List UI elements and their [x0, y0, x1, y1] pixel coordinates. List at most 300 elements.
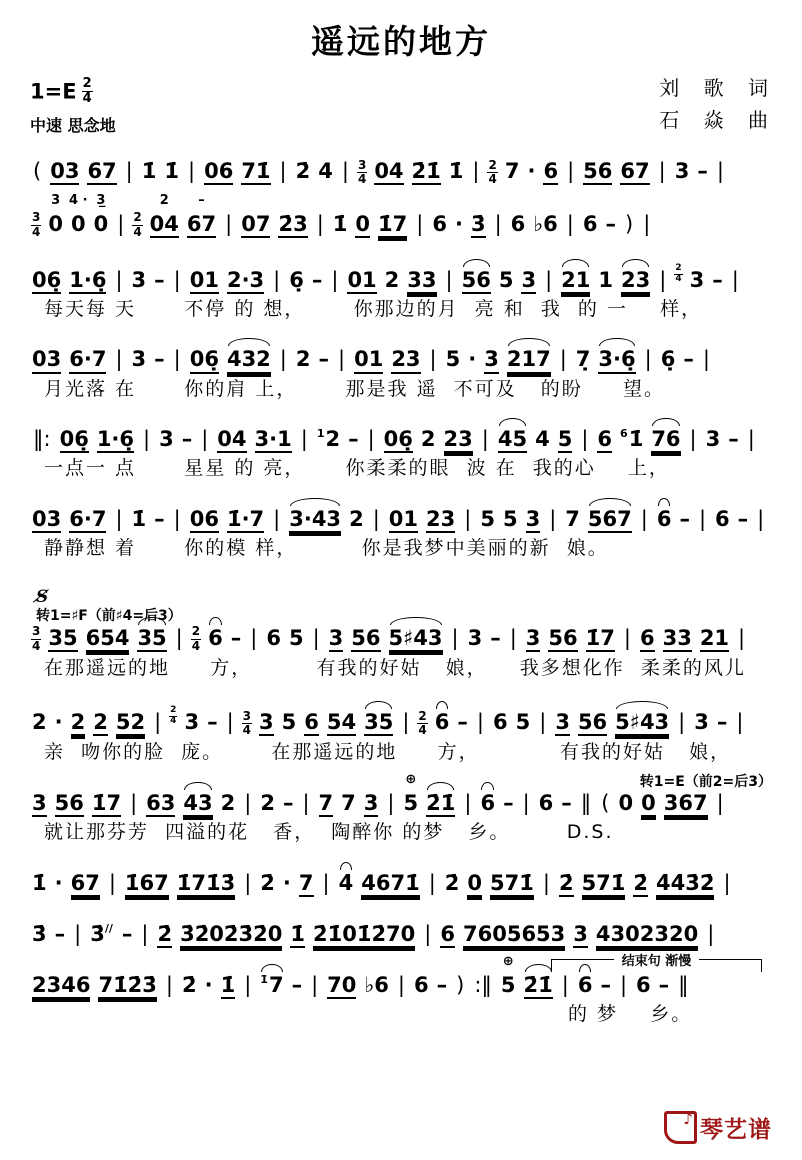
note-token: 4 — [535, 427, 550, 452]
meter-denominator: 4 — [191, 638, 201, 653]
note-token: 6 — [582, 211, 598, 236]
note-token: 6 — [538, 790, 554, 815]
note-token: · — [282, 870, 291, 895]
note-token: 1̇7 — [378, 212, 407, 238]
note-token: 5 ⊕ — [403, 771, 419, 815]
barline: | — [738, 625, 746, 650]
note-token: 1̇ — [32, 870, 47, 895]
note-token: 2̇ — [444, 870, 460, 895]
note-token: – — [716, 710, 728, 735]
note-token: 2 — [32, 710, 47, 735]
barline: | — [244, 972, 252, 997]
note-token: – — [561, 790, 572, 815]
note-token: 6 — [492, 710, 508, 735]
cue-note: 3 — [51, 192, 61, 208]
barline: | — [522, 790, 530, 815]
music-note-icon: ♪ — [683, 1110, 693, 1128]
music-system-2 — [28, 192, 776, 239]
note-token: 3 — [467, 625, 483, 650]
note-token: 2̇ — [559, 871, 574, 897]
note-token: – — [230, 625, 242, 650]
barline: | — [302, 790, 310, 815]
barline: | — [154, 710, 162, 735]
note-token: · — [54, 710, 63, 735]
note-token: 571̇ — [582, 871, 626, 897]
note-token: 6̣ — [660, 347, 676, 372]
note-token: – — [679, 506, 690, 531]
barline: | — [678, 710, 686, 735]
note-token: 0 3 — [48, 192, 63, 236]
barline: | — [300, 427, 308, 452]
note-token: 6 — [715, 506, 730, 531]
meter-denominator: 4 — [675, 273, 682, 284]
note-token: 1̇7 — [586, 626, 615, 652]
note-token: 06̣ — [60, 427, 89, 453]
barline: | — [644, 347, 652, 372]
note-token: – — [318, 347, 329, 372]
note-token: 1̇67 — [125, 871, 169, 897]
barline: | — [165, 972, 173, 997]
barline: | — [322, 870, 330, 895]
time-signature — [357, 159, 367, 186]
lyricist-credit: 刘 歌 词 — [659, 76, 768, 100]
note-token: 2 — [71, 710, 86, 736]
note-token: 06 — [204, 159, 233, 185]
note-token: 21 — [561, 268, 590, 294]
music-system-3 — [28, 248, 776, 323]
note-token: 0 — [641, 791, 656, 817]
note-token: 3·43 — [289, 507, 341, 533]
note-token: 6 — [510, 211, 526, 236]
meter-numerator: 3 — [32, 210, 41, 225]
note-token: – — [737, 506, 749, 531]
note-token: 35 — [364, 710, 393, 736]
note-token: 67 — [87, 159, 116, 185]
note-token: 5 — [498, 267, 514, 292]
note-token: 4671̇ — [361, 871, 419, 897]
note-token: 67 — [620, 159, 649, 185]
note-token: – — [600, 972, 611, 997]
barline: | — [640, 506, 648, 531]
barline: | — [464, 506, 472, 531]
meter-numerator: 2 — [191, 624, 201, 639]
tremolo-mark: // — [104, 921, 113, 935]
note-token: 3 — [555, 710, 570, 736]
note-token: 7̣ — [575, 347, 591, 372]
note-token: 7 — [319, 791, 334, 817]
note-token: – — [311, 267, 323, 292]
note-token: – — [728, 427, 739, 452]
note-token: 7 — [565, 506, 580, 531]
note-token: – — [436, 972, 448, 997]
meter-numerator: 2 — [418, 709, 427, 723]
note-token: 2 — [349, 506, 364, 531]
meter-numerator: 2 — [675, 262, 682, 273]
note-token: 2̇1̇ — [412, 159, 441, 185]
note-token: – — [291, 972, 303, 997]
note-token: 56 — [548, 626, 577, 652]
note-row — [28, 427, 776, 453]
note-token: 6 — [432, 211, 447, 236]
barline: | — [559, 347, 567, 372]
barline: | — [338, 347, 346, 372]
barline: | — [312, 625, 320, 650]
barline: | — [428, 870, 436, 895]
note-token: 2̇3 — [278, 212, 307, 238]
note-token: 67 — [71, 871, 100, 897]
note-token: $^6$1̇ — [620, 427, 644, 452]
note-token: 3 — [705, 427, 721, 452]
note-token: 54 — [327, 710, 356, 736]
meter-numerator: 3 — [242, 709, 251, 723]
note-token: 3 — [573, 922, 588, 948]
note-token: 4̇4̇3̇2̇ — [656, 871, 714, 897]
lyrics-line: 月光落 在 你的肩 上， 那是我 遥 不可及 的盼 望。 — [44, 377, 665, 400]
barline: | — [188, 159, 196, 184]
note-token: 3 — [526, 626, 541, 652]
note-token: 2346 — [32, 973, 90, 999]
note-token: 2̇ — [157, 922, 172, 948]
note-token: 4 — [318, 159, 333, 184]
meter-numerator: 3 — [32, 624, 41, 639]
meter-denominator: 4 — [488, 172, 497, 187]
barline: | — [397, 972, 405, 997]
grace-note: 1̇ — [260, 972, 268, 986]
note-token: 33 — [407, 268, 436, 294]
note-token: 3 — [674, 159, 690, 184]
note-token: 3·1 — [255, 427, 292, 453]
note-token: 1·6̣ — [69, 268, 106, 294]
time-signature — [82, 77, 93, 107]
note-token: 06̣ — [384, 427, 413, 453]
barline: :‖ — [474, 972, 492, 997]
music-system-1 — [28, 143, 776, 186]
key-change-annotation: 转1=E（前2=后3） — [639, 773, 772, 790]
credits — [659, 69, 768, 136]
note-token: 6 — [266, 625, 281, 650]
music-system-12 — [28, 953, 776, 1028]
meter-numerator: 2 — [170, 705, 177, 716]
music-system-10 — [28, 855, 776, 897]
time-signature — [31, 211, 41, 238]
note-token: 7 — [341, 790, 356, 815]
note-token: 6·7 — [69, 507, 106, 533]
note-token: 01 — [354, 347, 383, 373]
note-token: 1̇ — [221, 973, 236, 999]
note-row — [28, 264, 776, 294]
barline: ‖ — [678, 972, 689, 997]
note-token: 6 — [597, 427, 612, 453]
grace-note: 1 — [316, 427, 325, 441]
note-token: 2 — [220, 790, 236, 815]
key-label: 1=E — [30, 79, 77, 104]
note-token: 1·6̣ — [97, 427, 134, 453]
note-token: 5 — [445, 347, 461, 372]
meter-numerator: 2 — [488, 158, 497, 172]
meter-denominator: 4 — [32, 224, 41, 239]
note-token: 6 — [208, 625, 223, 650]
note-token: 217 — [507, 347, 551, 373]
note-token: 56 — [55, 791, 84, 817]
barline: | — [316, 211, 324, 236]
meter-denominator: 4 — [133, 224, 142, 239]
note-token: · — [204, 972, 213, 997]
note-token: 1 — [598, 267, 614, 292]
barline: | — [481, 427, 489, 452]
barline: | — [476, 710, 484, 735]
note-row — [28, 507, 776, 533]
barline: | — [115, 506, 123, 531]
music-system-7 — [28, 571, 776, 682]
note-token: 56 — [462, 268, 491, 294]
barline: | — [74, 921, 82, 946]
note-token: 70 — [327, 973, 356, 999]
music-system-4 — [28, 331, 776, 402]
note-token: 6 — [577, 972, 593, 997]
note-row — [28, 625, 776, 652]
note-token: – — [683, 347, 694, 372]
grace-note: 6 — [620, 427, 628, 441]
lyrics-line: 静静想 着 你的模 样， 你是我梦中美丽的新 娘。 — [44, 536, 609, 559]
note-token: 567 — [588, 507, 632, 533]
barline: | — [689, 427, 697, 452]
note-token: 6 — [304, 710, 319, 736]
note-token: ♭6 — [364, 972, 389, 997]
barline: ( — [601, 790, 610, 815]
meter-denominator: 4 — [357, 172, 367, 187]
note-token: 23 — [426, 507, 455, 533]
music-system-6 — [28, 491, 776, 562]
note-token: 1̇71̇3̇ — [177, 871, 235, 897]
barline: | — [173, 267, 181, 292]
barline: | — [367, 427, 375, 452]
barline: | — [115, 347, 123, 372]
barline: | — [707, 921, 715, 946]
note-token: 6 — [414, 972, 429, 997]
barline: | — [716, 790, 724, 815]
note-token: 7 — [504, 159, 520, 184]
coda-icon: ⊕ — [405, 771, 417, 787]
note-token: 4̇ — [338, 870, 354, 895]
barline: | — [731, 267, 739, 292]
note-token: 3 — [184, 710, 200, 735]
note-token: 03 — [32, 347, 61, 373]
meter-numerator: 3 — [357, 158, 367, 172]
barline: | — [201, 427, 209, 452]
note-token: 0 3̲ — [93, 192, 109, 236]
note-token: 5 — [281, 710, 297, 735]
note-token: 03 — [32, 507, 61, 533]
note-token: 71̇ — [241, 159, 270, 185]
barline: | — [175, 625, 183, 650]
note-token: – — [457, 710, 468, 735]
barline: | — [424, 921, 432, 946]
note-token: 43 — [183, 791, 212, 817]
note-token: 432 — [227, 347, 271, 373]
barline: | — [494, 211, 502, 236]
barline: | — [311, 972, 319, 997]
music-system-8 — [28, 690, 776, 766]
note-token: · — [527, 159, 536, 184]
meter-denominator: 4 — [242, 723, 251, 738]
music-system-11 — [28, 906, 776, 948]
note-token: 0 — [618, 790, 634, 815]
note-token: · — [468, 347, 477, 372]
note-token: 6·7 — [69, 347, 106, 373]
note-token: 1̇ — [448, 159, 464, 184]
segno-icon: S̸ — [36, 586, 49, 607]
note-token: 45 — [498, 427, 527, 453]
lyrics-line: 在那遥远的地 方， 有我的好姑 娘， 我多想化作 柔柔的风儿 — [44, 656, 746, 679]
barline: | — [747, 427, 755, 452]
meter-denominator: 4 — [418, 723, 427, 738]
note-token: 01 — [347, 268, 376, 294]
note-token: – — [54, 921, 66, 946]
meter-numerator: 2 — [133, 210, 142, 225]
song-title: 遥远的地方 — [311, 22, 491, 61]
note-token: 6 — [480, 790, 496, 815]
note-token: 3 — [484, 347, 499, 373]
barline: | — [545, 267, 553, 292]
note-token: 6 — [434, 710, 450, 735]
barline: | — [472, 159, 480, 184]
score-header — [26, 69, 776, 143]
note-token: 3 — [131, 267, 147, 292]
ending-bracket-label: 结束句 渐慢 — [614, 955, 700, 968]
barline: | — [273, 506, 281, 531]
barline: | — [416, 211, 424, 236]
time-signature — [674, 264, 682, 285]
note-token: 06 — [190, 507, 219, 533]
cue-note: 4 · — [69, 192, 88, 208]
barline: | — [659, 267, 667, 292]
note-token: 3 — [259, 710, 274, 736]
barline: ) — [456, 972, 465, 997]
music-system-5 — [28, 411, 776, 482]
barline: | — [115, 267, 123, 292]
note-token: 5 — [558, 427, 573, 453]
meter-numerator: 2 — [82, 76, 92, 91]
note-token: 52 — [116, 710, 145, 736]
barline: | — [143, 427, 151, 452]
note-token: 35 — [48, 626, 77, 652]
note-token: 06̣ — [32, 268, 61, 294]
barline: | — [141, 921, 149, 946]
note-token: 5 — [480, 506, 495, 531]
barline: | — [623, 625, 631, 650]
cue-note: 3̲ — [96, 192, 106, 208]
watermark-text: 琴艺谱 — [700, 1117, 772, 1143]
note-token: ♭6 — [533, 211, 558, 236]
watermark — [664, 1111, 772, 1144]
note-token: 03 — [50, 159, 79, 185]
note-token: 2·3 — [227, 268, 264, 294]
cue-note: – — [198, 192, 205, 208]
barline: | — [658, 159, 666, 184]
note-row — [28, 871, 776, 897]
note-token: · — [454, 211, 463, 236]
barline: | — [723, 870, 731, 895]
meter-denominator: 4 — [32, 638, 41, 653]
note-token: 7 — [299, 871, 314, 897]
lyrics-line: 的 梦 乡。 — [568, 1003, 693, 1026]
note-token: 07 — [241, 212, 270, 238]
barline: | — [130, 790, 138, 815]
note-row — [28, 922, 776, 948]
note-token: $^{1̇}$7 — [260, 972, 284, 997]
barline: | — [567, 159, 575, 184]
lyrics-line: 亲 吻你的脸 庞。 在那遥远的地 方， 有我的好姑 娘， — [44, 741, 732, 764]
note-token: 5 ⊕ — [500, 953, 516, 997]
note-token: 1̇ — [290, 922, 305, 948]
note-token: 3 — [364, 791, 379, 817]
note-token: 35 — [137, 626, 166, 652]
note-token: – — [605, 211, 616, 236]
note-token: · — [54, 870, 63, 895]
note-token: 76 — [651, 427, 680, 453]
note-token: 3·6̣ — [598, 347, 635, 373]
note-token: 2̇1̇ — [524, 973, 553, 999]
note-token: 63 — [146, 791, 175, 817]
barline: | — [387, 790, 395, 815]
note-token: 56 — [351, 626, 380, 652]
note-token: 0 — [355, 212, 370, 238]
barline: | — [757, 506, 765, 531]
note-token: – — [181, 427, 193, 452]
note-token: 04 — [374, 159, 403, 185]
note-token: 23 — [621, 268, 650, 294]
barline: | — [225, 211, 233, 236]
time-signature — [132, 211, 142, 238]
note-token: 3̇ — [32, 921, 47, 946]
barline: ( — [33, 159, 42, 184]
barline: | — [125, 159, 133, 184]
barline: | — [736, 710, 744, 735]
note-token: 04 — [217, 427, 246, 453]
barline: | — [250, 625, 258, 650]
note-token: 33 — [663, 626, 692, 652]
score-body — [26, 143, 776, 1028]
key-signature — [30, 77, 93, 107]
note-token: – — [282, 790, 294, 815]
tempo-marking: 中速 思念地 — [30, 116, 116, 135]
barline: | — [273, 267, 281, 292]
barline: | — [581, 427, 589, 452]
note-token: 654 — [86, 626, 130, 652]
barline: | — [173, 347, 181, 372]
note-token: – — [154, 506, 165, 531]
note-token: 6 — [440, 922, 455, 948]
note-token: – — [490, 625, 501, 650]
note-token: 1̇ — [164, 159, 179, 184]
note-token: – — [697, 159, 708, 184]
note-token: 1̇·7 — [227, 507, 264, 533]
meter-denominator: 4 — [170, 716, 177, 727]
note-token: 6 — [640, 626, 655, 652]
note-token: 56 — [578, 710, 607, 736]
time-signature — [242, 710, 252, 737]
time-signature — [417, 710, 427, 737]
note-token: 1̇7 — [92, 791, 121, 817]
note-token: 21 — [700, 626, 729, 652]
note-token: 5 — [515, 710, 531, 735]
note-token: 2 — [295, 347, 311, 372]
barline: | — [561, 972, 569, 997]
note-token: 2̇ — [295, 159, 311, 184]
note-token: 1̇ — [131, 506, 147, 531]
barline: | — [451, 625, 459, 650]
note-token: 2 — [420, 427, 436, 452]
